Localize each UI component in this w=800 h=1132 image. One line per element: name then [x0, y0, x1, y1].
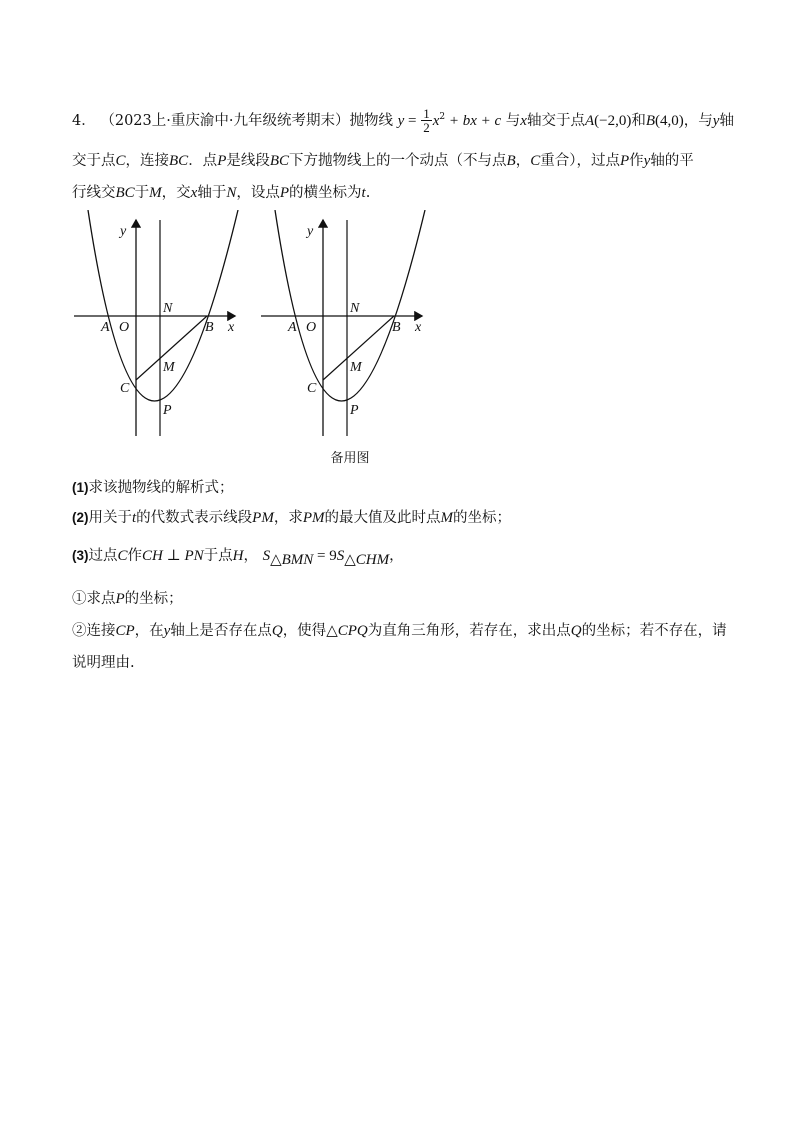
- question-3-part-2: ②连接CP，在y轴上是否存在点Q，使得△CPQ为直角三角形，若存在，求出点Q的坐标；若不存在，请: [72, 623, 727, 639]
- problem-line-1: 4． （2023上·重庆渝中·九年级统考期末）抛物线 y = $\frac{1}{2}$ $x^2$ + bx + c 与x轴交于点A(−2,0)和B(4,0)，与y轴: [72, 106, 734, 136]
- label-p: P: [163, 403, 172, 418]
- problem-number: 4．: [72, 112, 96, 129]
- problem-source: （2023上·重庆渝中·九年级统考期末）: [100, 112, 350, 129]
- problem-line-2: 交于点C，连接BC．点P是线段BC下方抛物线上的一个动点（不与点B，C重合），过点P作y轴的平: [72, 153, 694, 169]
- label-m: M: [350, 360, 362, 375]
- area-equation: $S_{\triangle BMN} = 9S_{\triangle CHM}$: [262, 548, 390, 568]
- label-x: x: [228, 320, 235, 335]
- figure-caption: 备用图: [330, 451, 370, 466]
- parabola-figure-left: [70, 210, 245, 440]
- label-p: P: [350, 403, 359, 418]
- question-1: (1)求该抛物线的解析式；: [72, 480, 234, 496]
- fraction-half: $\frac{1}{2}$: [423, 106, 430, 136]
- label-y: y: [120, 224, 127, 239]
- question-2: (2)用关于t的代数式表示线段PM，求PM的最大值及此时点M的坐标；: [72, 510, 512, 526]
- label-o: O: [306, 320, 317, 335]
- label-a: A: [288, 320, 297, 335]
- problem-line-3: 行线交BC于M，交x轴于N，设点P的横坐标为t.: [72, 185, 371, 201]
- label-m: M: [163, 360, 175, 375]
- question-3: (3)过点C作CH ⊥ PN于点H， $S_{\triangle BMN} = 9S_{\triangle CHM}$，: [72, 548, 404, 568]
- question-3-part-1: ①求点P的坐标；: [72, 591, 183, 607]
- label-n: N: [350, 301, 360, 316]
- label-c: C: [120, 381, 130, 396]
- label-b: B: [392, 320, 401, 335]
- parabola-figure-right: [257, 210, 432, 440]
- label-x: x: [415, 320, 422, 335]
- label-c: C: [307, 381, 317, 396]
- parabola-equation: y = $\frac{1}{2}$ $x^2$ + bx + c: [397, 106, 502, 136]
- label-o: O: [119, 320, 130, 335]
- label-b: B: [205, 320, 214, 335]
- label-a: A: [101, 320, 110, 335]
- label-y: y: [307, 224, 314, 239]
- question-3-part-2-continued: 说明理由.: [72, 655, 135, 671]
- label-n: N: [163, 301, 173, 316]
